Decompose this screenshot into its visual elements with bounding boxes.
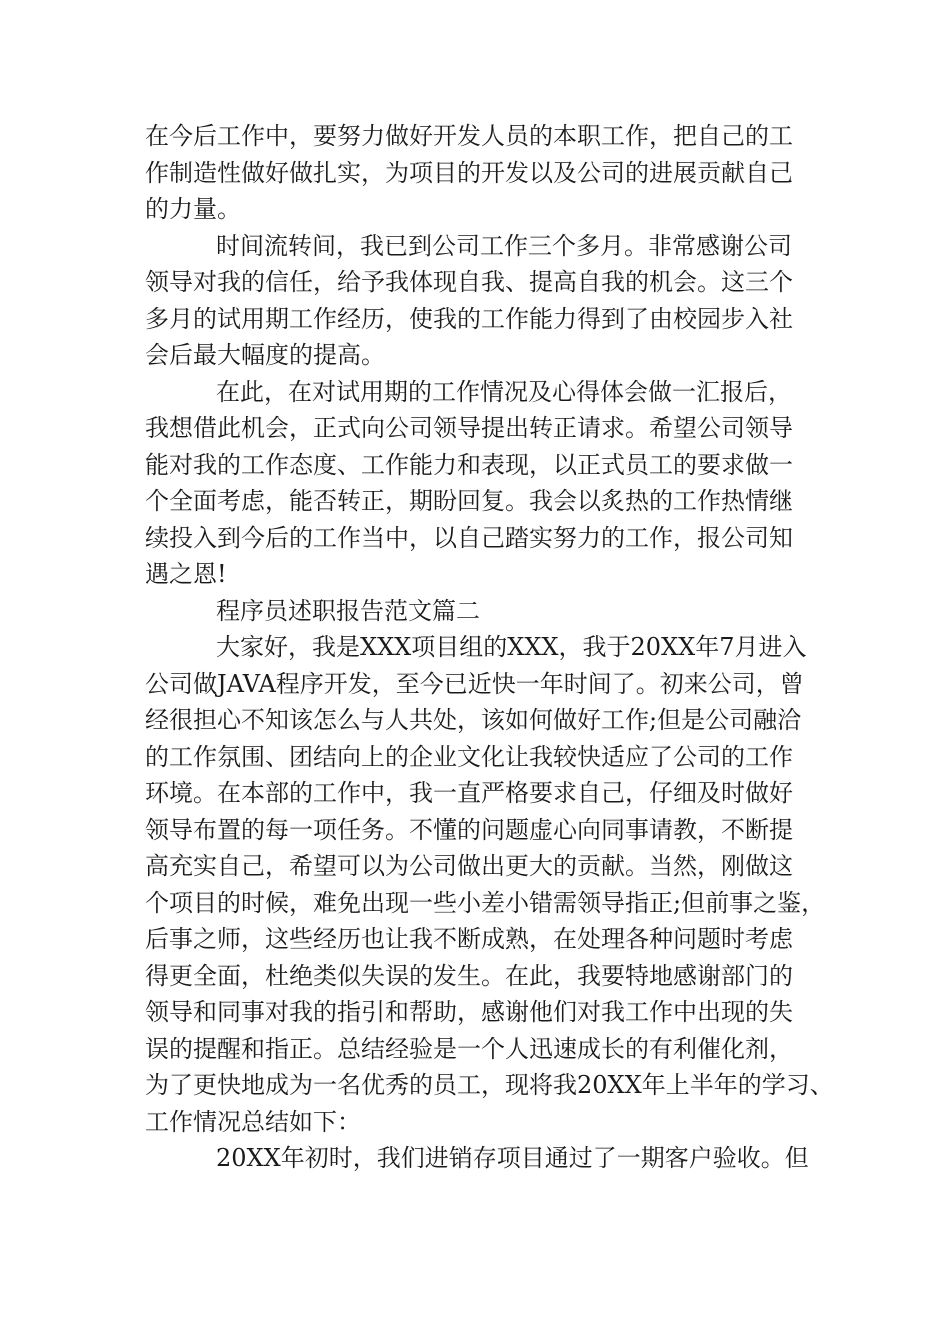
text-line: 得更全面，杜绝类似失误的发生。在此，我要特地感谢部门的	[145, 961, 793, 990]
text-line: 领导对我的信任，给予我体现自我、提高自我的机会。这三个	[145, 268, 793, 296]
text-line: 20XX年初时，我们进销存项目通过了一期客户验收。但	[216, 1144, 809, 1172]
text-line: 的工作氛围、团结向上的企业文化让我较快适应了公司的工作	[145, 742, 793, 771]
text-line: 续投入到今后的工作当中，以自己踏实努力的工作，报公司知	[145, 523, 793, 552]
text-line: 在今后工作中，要努力做好开发人员的本职工作，把自己的工	[145, 122, 793, 150]
text-line: 为了更快地成为一名优秀的员工，现将我20XX年上半年的学习、	[145, 1071, 834, 1099]
text-line: 工作情况总结如下：	[145, 1107, 361, 1136]
text-line: 个项目的时候，难免出现一些小差小错需领导指正;但前事之鉴，	[145, 888, 826, 917]
text-line: 多月的试用期工作经历，使我的工作能力得到了由校园步入社	[145, 304, 793, 333]
text-line: 领导和同事对我的指引和帮助，感谢他们对我工作中出现的失	[145, 998, 793, 1026]
text-line: 高充实自己，希望可以为公司做出更大的贡献。当然，刚做这	[145, 852, 793, 880]
text-line: 经很担心不知该怎么与人共处，该如何做好工作;但是公司融洽	[145, 706, 802, 734]
text-line: 领导布置的每一项任务。不懂的问题虚心向同事请教，不断提	[145, 815, 793, 844]
text-line: 环境。在本部的工作中，我一直严格要求自己，仔细及时做好	[145, 779, 793, 807]
text-line: 时间流转间，我已到公司工作三个多月。非常感谢公司	[216, 231, 792, 260]
text-line: 作制造性做好做扎实，为项目的开发以及公司的进展贡献自己	[145, 158, 793, 187]
text-line: 后事之师，这些经历也让我不断成熟，在处理各种问题时考虑	[145, 925, 793, 953]
text-line: 在此，在对试用期的工作情况及心得体会做一汇报后，	[216, 377, 792, 406]
text-line: 个全面考虑，能否转正，期盼回复。我会以炙热的工作热情继	[145, 487, 793, 515]
text-line: 公司做JAVA程序开发，至今已近快一年时间了。初来公司，曾	[145, 669, 804, 698]
text-line: 能对我的工作态度、工作能力和表现，以正式员工的要求做一	[145, 450, 793, 479]
text-line: 大家好，我是XXX项目组的XXX，我于20XX年7月进入	[216, 633, 807, 661]
text-line: 的力量。	[145, 195, 241, 223]
text-line: 会后最大幅度的提高。	[145, 341, 385, 369]
section-heading: 程序员述职报告范文篇二	[216, 596, 480, 625]
text-line: 遇之恩!	[145, 560, 227, 588]
text-line: 我想借此机会，正式向公司领导提出转正请求。希望公司领导	[145, 414, 793, 442]
text-line: 误的提醒和指正。总结经验是一个人迅速成长的有利催化剂，	[145, 1034, 793, 1063]
document-body	[145, 118, 834, 1177]
